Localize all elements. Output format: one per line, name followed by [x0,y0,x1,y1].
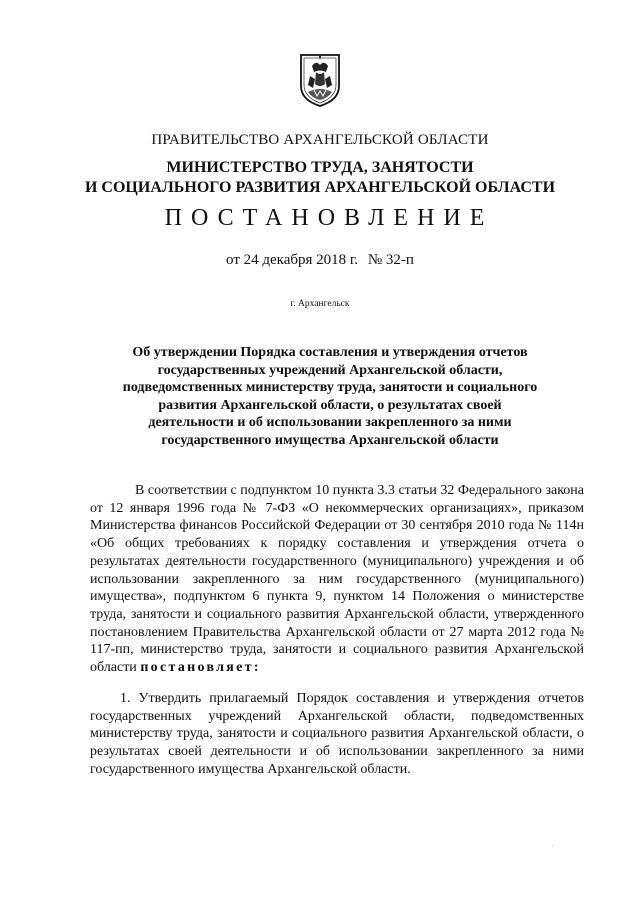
title-line: деятельности и об использовании закрепленного за ними [148,415,512,430]
body-paragraph-preamble [90,482,584,677]
coat-of-arms-emblem-icon [298,52,342,108]
body-paragraph-item-1: 1. Утвердить прилагаемый Порядок составления и утверждения отчетов государственных учреждений Архангельской области, подведомственных министерству труда, занятости и социального развития Архангельской области, о результатах своей деятельности и об использовании закрепленного за ними государственного имущества Архангельской области. [90,691,584,777]
title-line: развития Архангельской области, о результатах своей [158,397,502,413]
document-city: г. Архангельск [290,299,350,309]
title-line: Об утверждении Порядка составления и утверждения отчетов [132,345,528,360]
scan-mark: . [552,842,554,848]
ministry-name-line-1: МИНИСТЕРСТВО ТРУДА, ЗАНЯТОСТИ [166,159,474,176]
document-number: № 32-п [367,252,414,268]
document-title [120,344,540,449]
preamble-text: В соответствии с подпунктом 10 пункта 3.3 статьи 32 Федерального закона от 12 января 1996 года № 7-ФЗ «О некоммерческих организациях», приказом Министерства финансов Российской Федерации от 30 сентября 2010 года № 114н «Об общих требованиях к порядку составления и утверждения отчета о результатах деятельности государственного (муниципального) учреждения и об использовании закрепленного за ним государственного (муниципального) имущества», подпунктом 6 пункта 9, пунктом 14 Положения о министерстве труда, занятости и социального развития Архангельской области, утвержденного постановлением Правительства Архангельской области от 27 марта 2012 года № 117-пп, министерство труда, занятости и социального развития Архангельской области [90,483,584,676]
document-date-number [0,252,640,269]
title-line: подведомственных министерству труда, занятости и социального [122,380,538,395]
government-name: ПРАВИТЕЛЬСТВО АРХАНГЕЛЬСКОЙ ОБЛАСТИ [151,132,489,148]
document-date: от 24 декабря 2018 г. [226,252,359,268]
ministry-name-line-2: И СОЦИАЛЬНОГО РАЗВИТИЯ АРХАНГЕЛЬСКОЙ ОБЛАСТИ [84,179,556,196]
ministry-name [0,158,640,198]
resolves-keyword: постановляет: [140,660,261,676]
title-line: государственного имущества Архангельской области [161,432,499,448]
document-type-heading: ПОСТАНОВЛЕНИЕ [164,205,494,231]
title-line: государственных учреждений Архангельской области, [157,362,503,378]
